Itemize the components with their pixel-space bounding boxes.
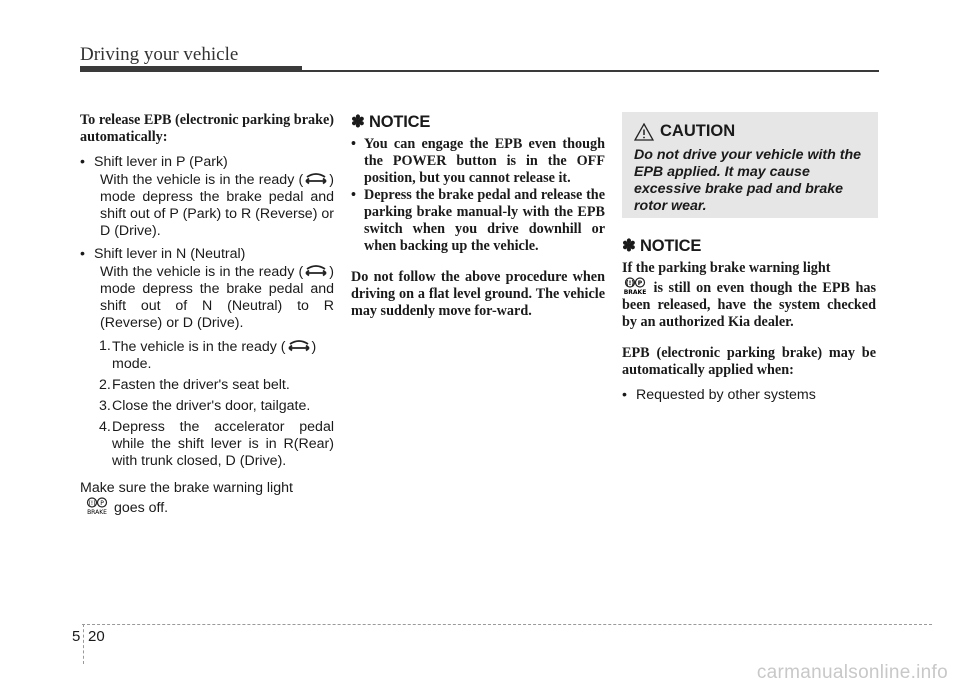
step-number: 4. [99, 419, 111, 435]
caution-header [634, 122, 869, 141]
bullet-dot: • [622, 387, 627, 403]
step-2-text: Fasten the driver's seat belt. [112, 377, 290, 393]
notice-title: ✽ NOTICE [622, 237, 702, 255]
park-instruction [80, 171, 334, 240]
bullet-other-systems-label: Requested by other systems [636, 387, 816, 403]
notice-title: ✽ NOTICE [351, 113, 431, 131]
footer-rule [82, 624, 932, 625]
step-1-text-a: The vehicle is in the ready ( [112, 339, 286, 355]
bullet-park [80, 154, 334, 171]
park-text-b: ) mode depress the brake pedal and shift out of P (Park) to R (Reverse) or D (Drive). [100, 172, 334, 239]
svg-text:(!): (!) [625, 280, 635, 287]
flat-ground-note: Do not follow the above procedure when driving on a flat level ground. The vehicle may suddenly move for-ward. [351, 269, 605, 319]
bullet-dot: • [351, 136, 356, 152]
page-number: 20 [88, 628, 105, 645]
bullet-neutral [80, 246, 334, 263]
brake-warning-icon [84, 497, 110, 515]
svg-text:BRAKE: BRAKE [623, 289, 647, 295]
bullet-dot: • [80, 154, 85, 170]
step-4-text: Depress the accelerator pedal while the shift lever is in R(Rear) with trunk closed, D (Drive). [112, 419, 334, 469]
svg-text:P: P [100, 500, 104, 507]
caution-box [622, 112, 878, 218]
svg-text:(!): (!) [88, 500, 96, 507]
step-3 [80, 398, 334, 415]
column-middle [351, 112, 605, 320]
step-1 [80, 338, 334, 373]
caution-text: Do not drive your vehicle with the EPB applied. It may cause excessive brake pad and brake rotor wear. [634, 147, 862, 214]
section-title: Driving your vehicle [80, 44, 239, 65]
watermark: carmanualsonline.info [756, 662, 948, 683]
ready-car-icon [303, 263, 329, 279]
header-rule [302, 70, 879, 72]
bullet-other-systems [622, 387, 876, 404]
ready-car-icon [303, 171, 329, 187]
warning-light-text-b: is still on even though the EPB has been released, have the system checked by an authorized Kia dealer. [622, 280, 876, 330]
step-4 [80, 419, 334, 470]
step-number: 3. [99, 398, 111, 414]
brake-warning-icon [622, 277, 648, 295]
ready-car-icon [286, 338, 312, 354]
notice-item-1 [351, 136, 605, 187]
step-1-text-b: ) mode. [112, 339, 317, 372]
neutral-text-b: ) mode depress the brake pedal and shift out of N (Neutral) to R (Reverse) or D (Drive). [100, 264, 334, 331]
bullet-dot: • [80, 246, 85, 262]
neutral-text-a: With the vehicle is in the ready ( [100, 264, 304, 280]
final-note [80, 480, 334, 517]
notice-item-2-text: Depress the brake pedal and release the parking brake manual-ly with the EPB switch when you drive downhill or when backing up the vehicle. [364, 187, 605, 254]
bullet-neutral-label: Shift lever in N (Neutral) [94, 246, 246, 262]
final-note-text-a: Make sure the brake warning light [80, 480, 293, 496]
park-text-a: With the vehicle is in the ready ( [100, 172, 304, 188]
header-bar [80, 66, 302, 72]
caution-title: CAUTION [660, 122, 736, 140]
column-right [622, 112, 876, 404]
neutral-instruction [80, 263, 334, 332]
notice-item-1-text: You can engage the EPB even though the POWER button is in the OFF position, but you cannot release it. [364, 136, 605, 186]
bullet-dot: • [351, 187, 356, 203]
step-2 [80, 377, 334, 394]
bullet-park-label: Shift lever in P (Park) [94, 154, 228, 170]
footer-divider [83, 624, 84, 664]
release-heading: To release EPB (electronic parking brake) automatically: [80, 112, 334, 145]
step-number: 2. [99, 377, 111, 393]
svg-text:BRAKE: BRAKE [87, 509, 107, 515]
step-3-text: Close the driver's door, tailgate. [112, 398, 311, 414]
notice-item-2 [351, 187, 605, 255]
warning-light-note [622, 260, 876, 331]
warning-light-text-a: If the parking brake warning light [622, 260, 831, 276]
auto-apply-note: EPB (electronic parking brake) may be automatically applied when: [622, 345, 876, 378]
final-note-text-b: goes off. [113, 500, 169, 516]
section-number: 5 [72, 628, 81, 645]
column-left [80, 112, 334, 517]
svg-text:P: P [637, 280, 643, 287]
warning-triangle-icon [634, 123, 654, 141]
step-number: 1. [99, 338, 111, 354]
